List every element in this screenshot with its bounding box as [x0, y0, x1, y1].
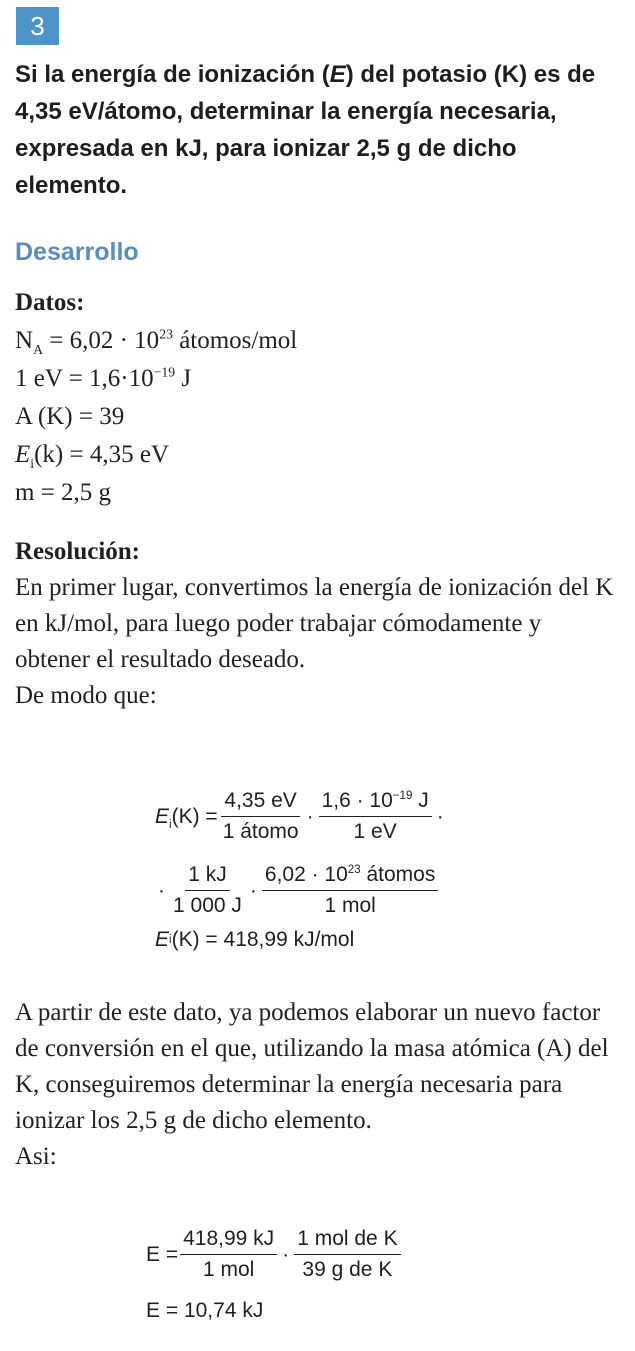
equation1-line2: · $\frac{1 kJ}{1 000 J}$ · $\frac{6,02 \cdot 10^{23} átomos}{\text{1 mol}}$ — [155, 862, 440, 919]
datos-mass: m = 2,5 g — [15, 479, 112, 506]
datos-atomic-mass: A (K) = 39 — [15, 403, 125, 430]
datos-ionization-energy: $E_i(k) = 4,35$ eV — [15, 441, 170, 471]
equation2-line1: E = $\frac{418,99 kJ}{\text{1 mol}}$ · $\frac{\text{1 mol de K}}{\text{39 g de K}}$ — [146, 1226, 403, 1283]
equation1-fraction1: $\frac{4,35 eV}{\text{1 átomo}}$ — [222, 789, 299, 843]
datos-ev: 1 eV = $1,6\cdot 10^{-19}$ J — [15, 364, 192, 392]
problem-number-badge: 3 — [16, 7, 59, 45]
paragraph2: A partir de este dato, ya podemos elaborar un nuevo factor de conversión en el que, utilizando la masa atómica (A) del K, conseguiremos determinar la energía necesaria para ionizar los 2,5 g de dicho elemento. — [15, 999, 609, 1134]
equation1-fraction4: $\frac{6,02 \cdot 10^{23} átomos}{\text{1 mol}}$ — [262, 862, 438, 919]
resolucion-block — [15, 534, 615, 714]
equation1-fraction2: $\frac{1,6 \cdot 10^{-19} J}{1 eV}$ — [319, 788, 432, 845]
paragraph2-block — [15, 995, 615, 1175]
resolucion-label: Resolución: — [15, 538, 140, 565]
problem-statement: Si la energía de ionización (E) del potasio (K) es de 4,35 eV/átomo, determinar la energía necesaria, expresada en kJ, para ionizar 2,5 g de dicho elemento. — [15, 61, 596, 199]
datos-label: Datos: — [15, 289, 85, 316]
resolucion-paragraph: En primer lugar, convertimos la energía de ionización del K en kJ/mol, para luego poder trabajar cómodamente y obtener el resultado deseado. — [15, 574, 614, 673]
section-title: Desarrollo — [15, 238, 139, 266]
equation1-result: E i (K) = 418,99 kJ/mol — [155, 928, 355, 951]
equation2-fraction1: $\frac{418,99 kJ}{\text{1 mol}}$ — [180, 1226, 277, 1283]
equation2-fraction2: $\frac{\text{1 mol de K}}{\text{39 g de K}}$ — [294, 1226, 400, 1283]
equation1-line1: $E_i(K)$ = $\frac{4,35 eV}{\text{1 átomo}}$ · $\frac{1,6 \cdot 10^{-19} J}{1 eV}$ · — [155, 789, 444, 843]
equation2-result: E = 10,74 kJ — [146, 1299, 264, 1322]
resolucion-lead: De modo que: — [15, 682, 157, 709]
datos-avogadro: $N_A = 6,02 \cdot 10^{23}$ átomos/mol — [15, 326, 298, 357]
lead2: Asi: — [15, 1143, 57, 1170]
datos-block — [15, 284, 615, 512]
equation1-fraction3: $\frac{1 kJ}{1 000 J}$ — [173, 863, 242, 917]
